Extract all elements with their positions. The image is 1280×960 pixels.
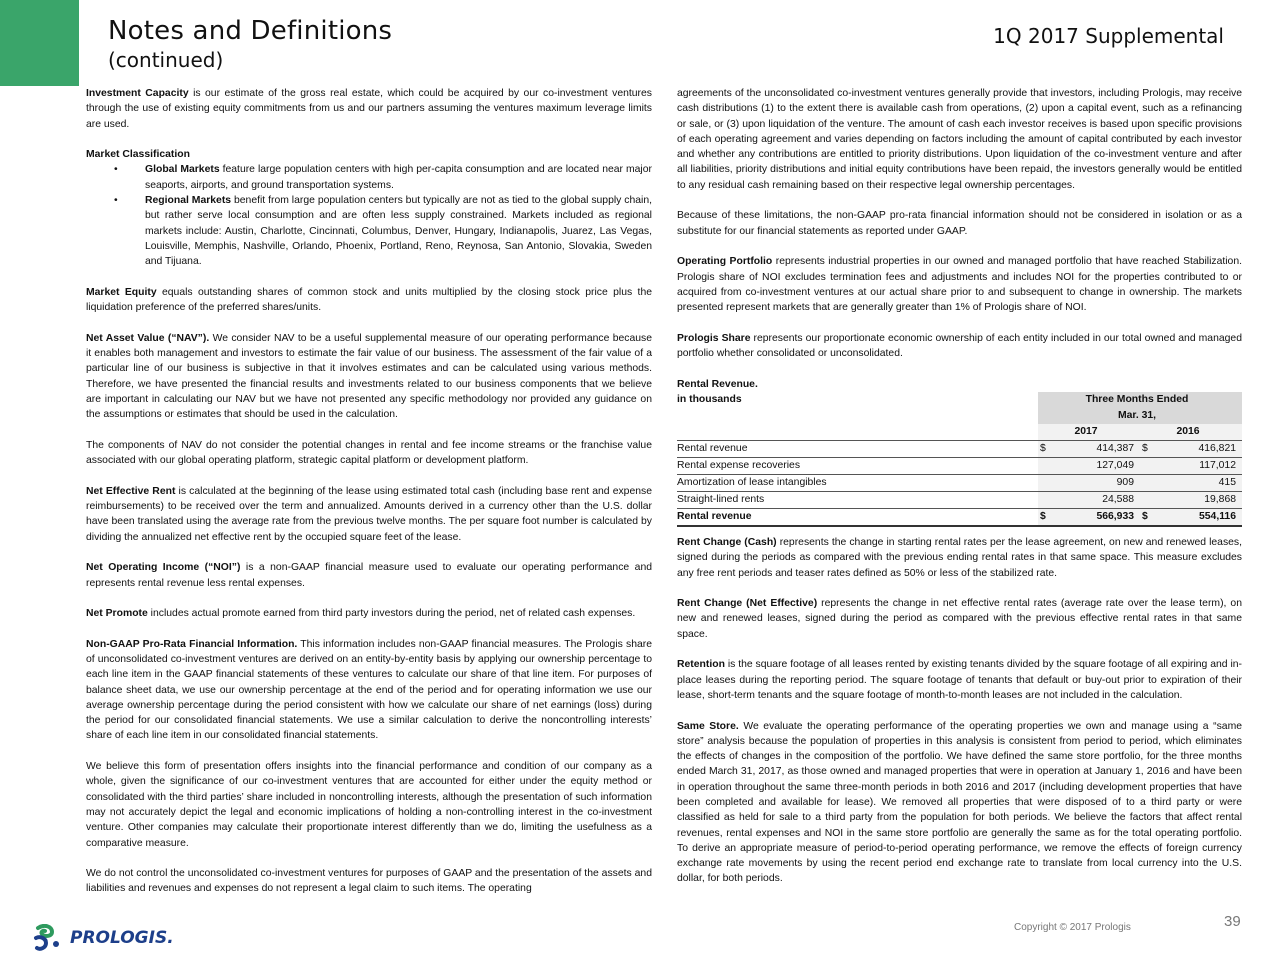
market-classification-heading: Market Classification [86, 149, 190, 161]
year-header-2017: 2017 [1038, 424, 1140, 441]
prologis-share-definition: Prologis Share represents our proportionate economic ownership of each entity included in our total owned and managed portfolio whether consolidated or unconsolidated. [677, 332, 1242, 360]
table-total-row: Rental revenue $ 566,933 $ 554,116 [677, 508, 1242, 526]
unit-label: in thousands [677, 393, 742, 405]
supplemental-label: 1Q 2017 Supplemental [993, 24, 1224, 48]
non-gaap-text-3: We do not control the unconsolidated co-investment ventures for purposes of GAAP and the presentation of the assets and liabilities and revenues and expenses do not represent a legal claim to such items. The operating [86, 868, 652, 895]
bullet-icon: • [114, 195, 118, 207]
page-number: 39 [1224, 913, 1241, 930]
investment-capacity-definition [86, 86, 652, 132]
rental-revenue-table [677, 392, 1242, 527]
market-classification-list [86, 162, 652, 269]
operating-agreements-text: agreements of the unconsolidated co-investment ventures generally provide that investors, including Prologis, may receive cash distributions (1) to the extent there is available cash from operations, (2) upon a capital event, such as a refinancing or sale, or (3) upon liquidation of the venture. The amount of cash each investor receives is based upon specific provisions of each operating agreement and varies depending on factors including the amount of capital contributed by each investor and whether any contributions are entitled to priority distributions. Upon liquidation of the co-investment venture and after all liabilities, priority distributions and initial equity contributions have been repaid, the investors generally would be entitled to any residual cash remaining based on their respective legal ownership percentages. [677, 88, 1242, 191]
table-row: Rental revenue $ 414,387 $ 416,821 [677, 440, 1242, 457]
retention-definition: Retention is the square footage of all leases rented by existing tenants divided by the square footage of all expiring and in-place leases during the reporting period. The square footage of tenants that default or buy-out prior to expiration of their lease, short-term tenants and the square footage of month-to-month leases are not included in the calculation. [677, 659, 1242, 701]
same-store-definition: Same Store. We evaluate the operating performance of the operating properties we own and manage using a “same store” analysis because the population of properties in this analysis is consistent from period to period, which eliminates the effects of changes in the composition of the portfolio. We have defined the same store portfolio, for the three months ended March 31, 2017, as those owned and managed properties that were in operation at January 1, 2016 and have been in operation throughout the same three-month periods in both 2016 and 2017 (including development properties that have been completed and available for lease). We removed all properties that were disposed of to a third party or were classified as held for sale to a third party from the population for both periods. We believe the factors that affect rental revenues, rental expenses and NOI in the same store portfolio are generally the same as for the total operating portfolio. To derive an appropriate measure of period-to-period operating performance, we remove the effects of foreign currency exchange rate movements by using the recent period end exchange rate to translate from local currency into the U.S. dollar, for both periods. [677, 720, 1242, 885]
page-subtitle: (continued) [108, 48, 224, 72]
table-row: Straight-lined rents 24,588 19,868 [677, 491, 1242, 508]
table-row: Amortization of lease intangibles 909 415 [677, 474, 1242, 491]
prologis-logo [32, 924, 174, 952]
logo-wordmark: PROLOGIS. [70, 928, 174, 948]
non-gaap-definition: Non-GAAP Pro-Rata Financial Information. This information includes non-GAAP financial measures. The Prologis share of unconsolidated co-investment ventures are derived on an entity-by-entity basis by applying our ownership percentage to each line item in the GAAP financial statements of these ventures to calculate our share of that line item. For purposes of balance sheet data, we use our ownership percentage at the end of the period and for operating information we use our average ownership percentage during the period consistent with how we calculate our share of net earnings (loss) during the period for our consolidated financial statements. We use a similar calculation to derive the noncontrolling interests’ share of each line item in our consolidated financial statements. [86, 638, 652, 742]
period-label-2: Mar. 31, [1038, 408, 1242, 424]
non-gaap-text-2: We believe this form of presentation offers insights into the financial performance and condition of our company as a whole, given the significance of our co-investment ventures that are accounted for either under the equity method or consolidated with the third parties’ share included in noncontrolling interests, although the presentation of such information may not accurately depict the legal and economic implications of holding a non-controlling interest in the co-investment venture. Other companies may calculate their proportionate interest differently than we do, limiting the usefulness as a comparative measure. [86, 761, 652, 849]
noi-definition: Net Operating Income (“NOI”) is a non-GAAP financial measure used to evaluate our operating performance and represents rental revenue less rental expenses. [86, 562, 652, 589]
list-item: • Regional Markets benefit from large population centers but typically are not as tied to the global supply chain, but rather serve local consumption and are often less supply constrained. Markets included as regional markets include: Austin, Charlotte, Cincinnati, Columbus, Denver, Hungary, Indianapolis, Juarez, Las Vegas, Louisville, Memphis, Nashville, Orlando, Phoenix, Portland, Reno, Reynosa, San Antonio, Slovakia, Sweden and Tijuana. [114, 195, 653, 268]
rent-change-cash-definition: Rent Change (Cash) represents the change in starting rental rates per the lease agreement, on new and renewed leases, signed during the periods as compared with the previous ending rental rates in that same space. This measure excludes any free rent periods and teaser rates defined as 50% or less of the stabilized rate. [677, 536, 1243, 579]
market-equity-definition: Market Equity equals outstanding shares of common stock and units multiplied by the closing stock price plus the liquidation preference of the preferred shares/units. [86, 286, 653, 314]
nav-components-text: The components of NAV do not consider the potential changes in rental and fee income streams or the franchise value associated with our global operating platform, strategic capital platform or development platform. [86, 439, 652, 467]
page-title: Notes and Definitions [108, 16, 393, 46]
list-item: • Global Markets feature large population centers with high per-capita consumption and are located near major seaports, airports, and ground transportation systems. [114, 164, 652, 191]
right-column [677, 86, 1242, 887]
year-header-2016: 2016 [1140, 424, 1242, 441]
left-column [86, 86, 652, 897]
term: Investment Capacity [86, 88, 189, 99]
header-accent-bar [0, 0, 79, 86]
prologis-logo-icon [32, 924, 66, 952]
limitations-text: Because of these limitations, the non-GAAP pro-rata financial information should not be considered in isolation or as a substitute for our financial statements as reported under GAAP. [677, 210, 1242, 237]
table-row: Rental expense recoveries 127,049 117,012 [677, 457, 1242, 474]
operating-portfolio-definition: Operating Portfolio represents industrial properties in our owned and managed portfolio that have reached Stabilization. Prologis share of NOI excludes termination fees and adjustments and includes NOI for the properties contributed to or acquired from co-investment ventures at our actual share prior to and subsequent to change in ownership. The markets presented represent markets that are generally greater than 1% of Prologis share of NOI. [677, 256, 1243, 314]
net-promote-definition: Net Promote includes actual promote earned from third party investors during the period, net of related cash expenses. [86, 608, 636, 620]
bullet-icon: • [114, 164, 118, 176]
definition-text: is our estimate of the gross real estate, which could be acquired by our co-investment ventures through the use of existing equity commitments from us and our partners assuming the ventures maximum leverage limits are used. [86, 88, 652, 130]
rental-revenue-heading: Rental Revenue. [677, 378, 758, 390]
period-label: Three Months Ended [1038, 392, 1242, 408]
nav-definition: Net Asset Value (“NAV”). We consider NAV to be a useful supplemental measure of our operating performance because it enables both management and investors to estimate the fair value of our business. The assessment of the fair value of a particular line of our business is subjective in that it involves estimates and can be calculated using various methods. Therefore, we have presented the financial results and investments related to our business components that we believe are important in calculating our NAV but we have not presented any specific methodology nor provided any guidance on the assumptions or estimates that should be used in the calculation. [86, 332, 652, 421]
net-effective-rent-definition: Net Effective Rent is calculated at the beginning of the lease using estimated total cash (including base rent and expense reimbursements) to be received over the term and annualized. Amounts derived in a currency other than the U.S. dollar have been translated using the average rate from the previous twelve months. The per square foot number is calculated by dividing the annualized net effective rent by the occupied square feet of the lease. [86, 485, 652, 543]
copyright-text: Copyright © 2017 Prologis [1014, 922, 1131, 933]
rent-change-net-effective-definition: Rent Change (Net Effective) represents the change in net effective rental rates (average rate over the lease term), on new and renewed leases, signed during the period as compared with the previous effective rental rates in that same space. [677, 598, 1242, 640]
